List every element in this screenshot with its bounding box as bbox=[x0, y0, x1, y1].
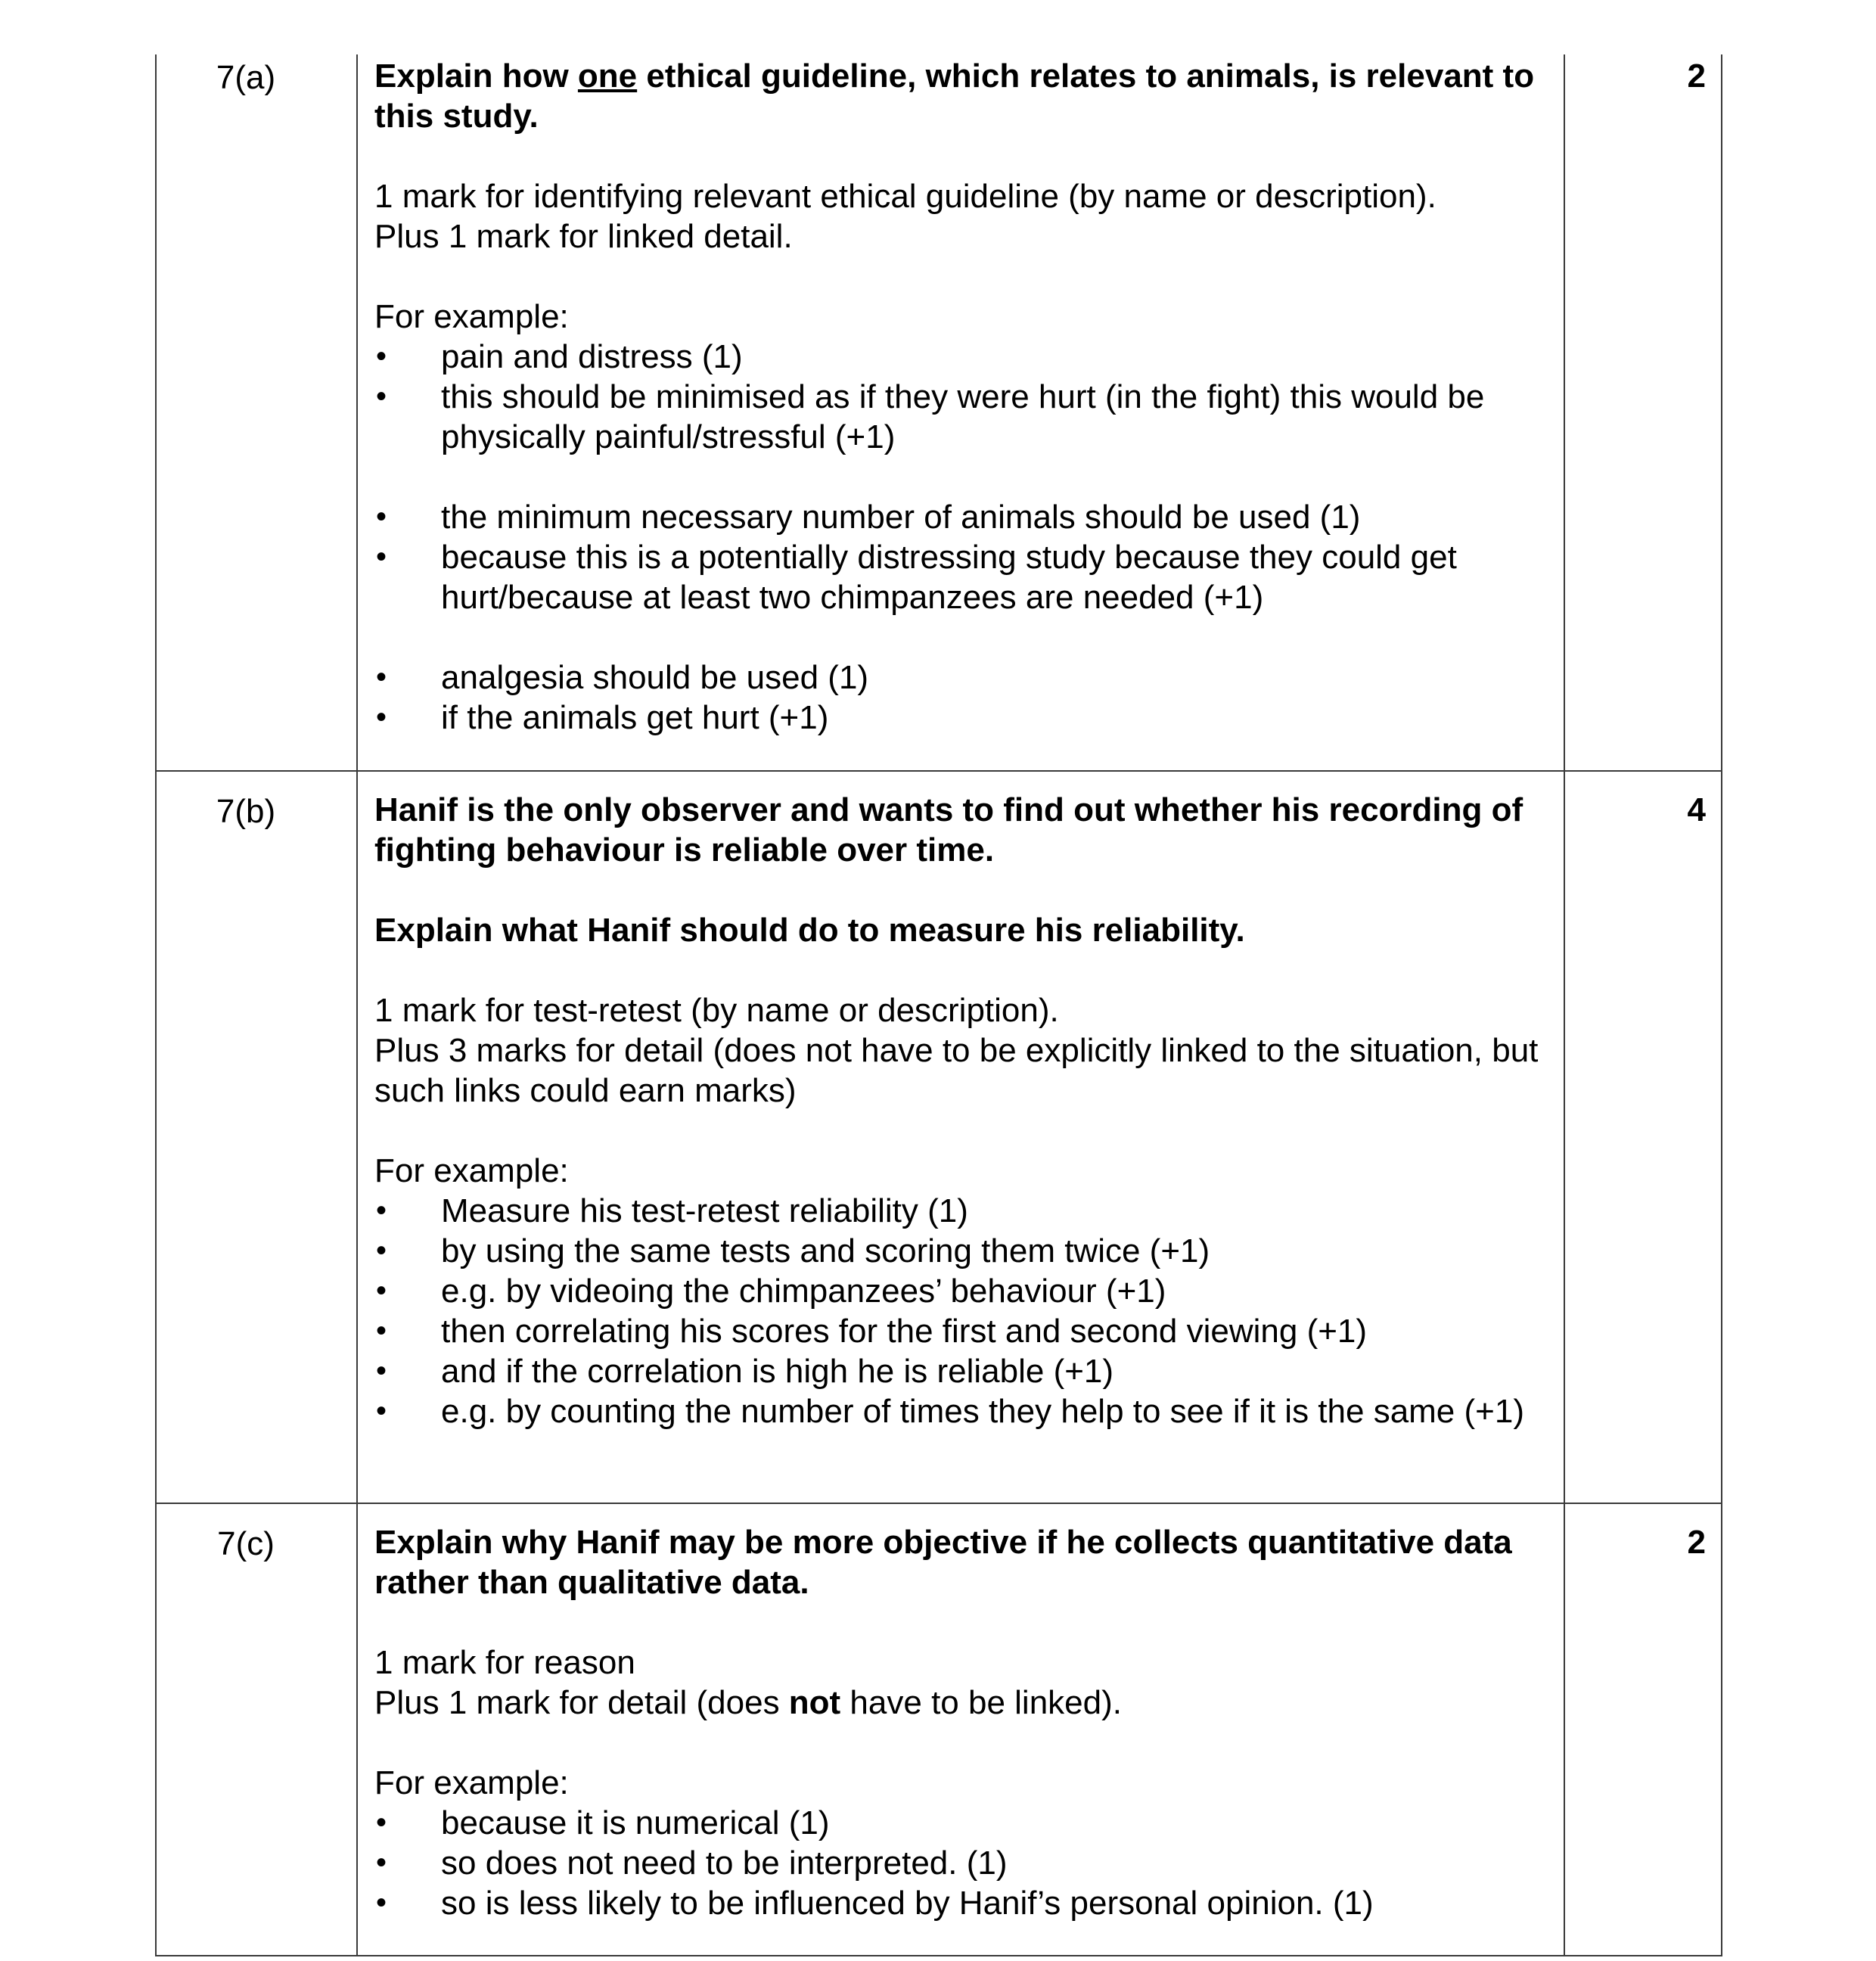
list-item: • and if the correlation is high he is reliable (+1) bbox=[374, 1351, 1542, 1391]
guidance-text: 1 mark for identifying relevant ethical guideline (by name or description). bbox=[374, 178, 1437, 215]
guidance-text: Plus 1 mark for detail (does not have to be linked). bbox=[374, 1684, 1122, 1721]
guidance-text: Plus 1 mark for linked detail. bbox=[374, 218, 793, 255]
example-list bbox=[374, 1803, 1542, 1923]
list-item: • pain and distress (1) bbox=[374, 337, 1542, 377]
table-row bbox=[156, 54, 1722, 771]
question-instruction: Explain what Hanif should do to measure his reliability. bbox=[374, 912, 1245, 949]
guidance-text: Plus 3 marks for detail (does not have to be explicitly linked to the situation, but such links could earn marks) bbox=[374, 1032, 1539, 1109]
marks-value: 2 bbox=[1687, 1524, 1706, 1561]
table-row bbox=[156, 771, 1722, 1503]
emphasis-bold: not bbox=[788, 1684, 841, 1721]
table-row bbox=[156, 1503, 1722, 1956]
list-item: • so does not need to be interpreted. (1) bbox=[374, 1843, 1542, 1883]
emphasis-underline: one bbox=[577, 57, 638, 95]
example-list bbox=[374, 1191, 1542, 1431]
question-number-cell bbox=[156, 771, 357, 1503]
question-number-cell bbox=[156, 1503, 357, 1956]
list-item: • because this is a potentially distressing study because they could get hurt/because at least two chimpanzees are needed (+1) bbox=[374, 537, 1542, 617]
list-item: • so is less likely to be influenced by Hanif’s personal opinion. (1) bbox=[374, 1883, 1542, 1923]
answer-cell bbox=[357, 771, 1564, 1503]
question-number: 7(b) bbox=[216, 793, 276, 830]
example-list bbox=[374, 497, 1542, 617]
marks-value: 4 bbox=[1687, 791, 1706, 828]
answer-cell bbox=[357, 54, 1564, 771]
question-number: 7(a) bbox=[216, 59, 276, 96]
marks-cell bbox=[1564, 54, 1722, 771]
marks-cell bbox=[1564, 771, 1722, 1503]
question-number-cell bbox=[156, 54, 357, 771]
list-item: • by using the same tests and scoring them twice (+1) bbox=[374, 1231, 1542, 1271]
list-item: • then correlating his scores for the first and second viewing (+1) bbox=[374, 1311, 1542, 1351]
list-item: • e.g. by videoing the chimpanzees’ behaviour (+1) bbox=[374, 1271, 1542, 1311]
list-item: • e.g. by counting the number of times they help to see if it is the same (+1) bbox=[374, 1391, 1542, 1431]
example-heading: For example: bbox=[374, 298, 569, 335]
list-item: • the minimum necessary number of animals should be used (1) bbox=[374, 497, 1542, 537]
example-heading: For example: bbox=[374, 1152, 569, 1189]
list-item: • Measure his test-retest reliability (1) bbox=[374, 1191, 1542, 1231]
mark-scheme-table bbox=[155, 54, 1722, 1956]
list-item: • if the animals get hurt (+1) bbox=[374, 698, 1542, 738]
example-list bbox=[374, 337, 1542, 457]
question-text: Explain why Hanif may be more objective if he collects quantitative data rather than qualitative data. bbox=[374, 1524, 1512, 1601]
list-item: • because it is numerical (1) bbox=[374, 1803, 1542, 1843]
question-number: 7(c) bbox=[217, 1525, 275, 1562]
marks-value: 2 bbox=[1687, 57, 1706, 95]
question-text: Hanif is the only observer and wants to find out whether his recording of fighting behaviour is reliable over time. bbox=[374, 791, 1523, 869]
example-list bbox=[374, 657, 1542, 738]
example-heading: For example: bbox=[374, 1764, 569, 1801]
question-text: Explain how one ethical guideline, which relates to animals, is relevant to this study. bbox=[374, 57, 1535, 135]
guidance-text: 1 mark for reason bbox=[374, 1644, 635, 1681]
list-item: • analgesia should be used (1) bbox=[374, 657, 1542, 698]
list-item: • this should be minimised as if they were hurt (in the fight) this would be physically painful/stressful (+1) bbox=[374, 377, 1542, 457]
marks-cell bbox=[1564, 1503, 1722, 1956]
guidance-text: 1 mark for test-retest (by name or description). bbox=[374, 992, 1059, 1029]
answer-cell bbox=[357, 1503, 1564, 1956]
